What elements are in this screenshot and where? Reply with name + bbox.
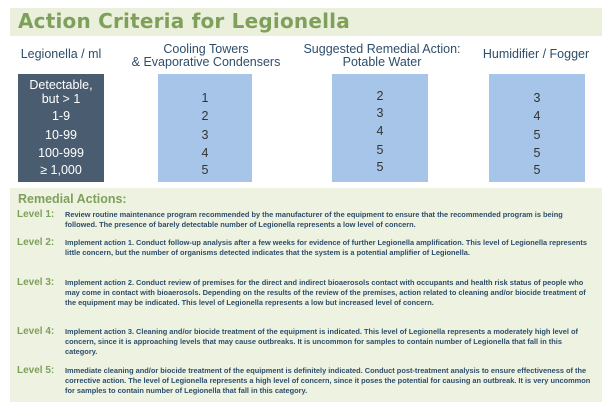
potable-value: 4: [376, 124, 384, 138]
potable-value: 5: [376, 143, 384, 157]
remedial-heading: Remedial Actions:: [18, 192, 127, 206]
remedial-actions-box: [10, 188, 602, 402]
cooling-value: 2: [201, 109, 209, 123]
title-bar: [10, 8, 602, 36]
level-1-text: Review routine maintenance program recommended by the manufacturer of the equipment to ensure that the recommended program is being followed. The presence of barely detectable number of Legionella represents a low level of concern.: [65, 210, 563, 229]
range-detectable-sub: but > 1: [41, 92, 81, 106]
level-3-label: Level 3:: [17, 277, 55, 288]
legionella-ranges-column: [18, 74, 104, 182]
page-title: Action Criteria for Legionella: [18, 9, 350, 33]
humidifier-value: 5: [533, 128, 541, 142]
range-detectable: Detectable,: [29, 78, 93, 92]
range-1-9: 1-9: [51, 109, 71, 123]
cooling-values-column: [158, 74, 252, 182]
level-2-label: Level 2:: [17, 237, 55, 248]
humidifier-value: 3: [533, 91, 541, 105]
header-cooling: [122, 43, 290, 69]
level-5-label: Level 5:: [17, 365, 55, 376]
potable-values-column: [332, 74, 428, 182]
potable-value: 2: [376, 89, 384, 103]
header-humidifier: Humidifier / Fogger: [482, 47, 590, 61]
level-3-text: Implement action 2. Conduct review of premises for the direct and indirect bioaerosols contact with occupants and health risk status of people who may come in contact with bioaerosols. Depending on the results of the review of the premises, action related to cleaning and/or biocide treatment of the equipment may be indicated. This level of Legionella represents a low but increased level of concern.: [65, 278, 586, 307]
potable-value: 5: [376, 160, 384, 174]
range-10-99: 10-99: [45, 128, 77, 142]
level-2-text: Implement action 1. Conduct follow-up analysis after a few weeks for evidence of further Legionella amplification. This level of Legionella represents little concern, but the number of organisms detected indicates that the system is a potential amplifier of Legionella.: [65, 238, 587, 257]
header-legionella: Legionella / ml: [20, 47, 102, 61]
humidifier-value: 4: [533, 109, 541, 123]
level-4-text: Implement action 3. Cleaning and/or biocide treatment of the equipment is indicated. This level of Legionella represents a moderately high level of concern, since it is approaching levels that may cause outbreaks. It is uncommon for samples to contain number of Legionella that fall in this category.: [65, 327, 578, 356]
range-100-999: 100-999: [38, 146, 84, 160]
humidifier-value: 5: [533, 146, 541, 160]
cooling-value: 4: [201, 146, 209, 160]
potable-value: 3: [376, 106, 384, 120]
header-cooling-line2: & Evaporative Condensers: [131, 55, 281, 69]
level-4-label: Level 4:: [17, 326, 55, 337]
range-1000: ≥ 1,000: [40, 163, 82, 177]
level-5-text: Immediate cleaning and/or biocide treatment of the equipment is definitely indicated. Conduct post-treatment analysis to ensure effectiveness of the corrective action. The level of Legionella represents a high level of concern, since it poses the potential for causing an outbreak. It is very uncommon for samples to contain number of Legionella that fall in this category.: [65, 366, 591, 395]
header-potable: [290, 43, 474, 69]
header-potable-line2: Potable Water: [342, 55, 422, 69]
header-potable-line1: Suggested Remedial Action:: [303, 42, 461, 56]
level-1-label: Level 1:: [17, 209, 55, 220]
humidifier-value: 5: [533, 163, 541, 177]
humidifier-values-column: [489, 74, 585, 182]
header-cooling-line1: Cooling Towers: [163, 42, 249, 56]
cooling-value: 3: [201, 128, 209, 142]
cooling-value: 1: [201, 91, 209, 105]
cooling-value: 5: [201, 163, 209, 177]
